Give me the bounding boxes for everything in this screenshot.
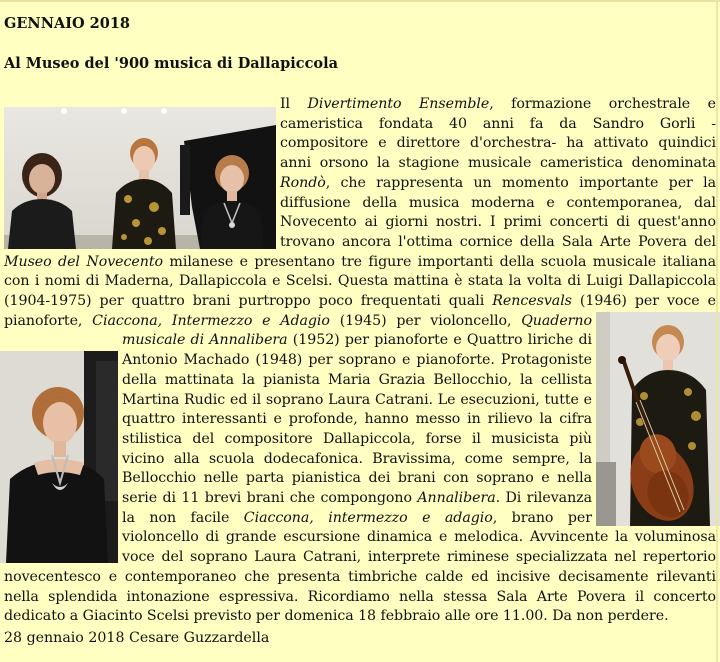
text-run: , che rappresenta un momento importante per la diffusione della musica moderna e contemporanea, dal Novecento ai giorni nostri. I primi concerti di quest'anno trovano ancora l'ottima cornice della Sala Arte Povera del <box>280 174 716 250</box>
text-run: . Di rilevanza la non facile <box>122 490 592 526</box>
text-run: , brano per violoncello di grande escursione dinamica e melodica. Avvincente la voluminosa voce del soprano Laura Catrani, interprete riminese specializzata nel repertorio novecentesco e contemporaneo che presenta timbriche calde ed incisive decisamente rilevanti nella splendida intonazione espressiva. Ricordiamo nella stessa Sala Arte Povera il concerto dedicato a Giacinto Scelsi previsto per domenica 18 febbraio alle ore 11.00. Da non perdere. <box>4 509 716 625</box>
text-run: (1945) per violoncello, <box>329 312 522 329</box>
photo-soprano <box>0 351 118 563</box>
emphasis-museo: Museo del Novecento <box>4 253 163 270</box>
right-rule <box>716 0 718 662</box>
article-body <box>4 95 716 627</box>
emphasis-ciaccona-2: Ciaccona, intermezzo e adagio <box>243 509 493 526</box>
performers-trio-image <box>4 107 276 249</box>
soprano-image <box>0 351 118 563</box>
article-container <box>4 14 716 627</box>
emphasis-rencesvals: Rencesvals <box>492 293 572 310</box>
article-title: Al Museo del '900 musica di Dallapiccola <box>4 55 338 72</box>
text-run: milanese e presentano tre figure importanti della scuola musicale italiana con i nomi di Maderna, Dallapiccola e Scelsi. Questa mattina è stata la volta di Luigi Dallapiccola (1904-1975) per quattro brani purtroppo poco frequentati quali <box>4 253 717 310</box>
emphasis-ensemble: Divertimento Ensemble <box>307 96 490 112</box>
text-run: , formazione orchestrale e cameristica fondata 40 anni fa da Sandro Gorli - compositore e direttore d'orchestra- ha attivato quindici anni orsono la stagione musicale cameristica denominata <box>280 96 716 172</box>
emphasis-rondo: Rondò <box>280 174 326 191</box>
emphasis-ciaccona: Ciaccona, Intermezzo e Adagio <box>92 312 330 329</box>
signature: 28 gennaio 2018 Cesare Guzzardella <box>4 630 270 646</box>
date-heading: GENNAIO 2018 <box>4 15 131 32</box>
emphasis-annalibera: Annalibera <box>417 490 496 507</box>
text-run: (1952) per pianoforte e Quattro liriche di Antonio Machado (1948) per soprano e pianoforte. Protagoniste della mattinata la pianista Maria Grazia Bellocchio, la cellista Martina Rudic ed il soprano Laura Catrani. Le esecuzioni, tutte e quattro interessanti e profonde, hanno messo in rilievo la cifra stilistica del compositore Dallapiccola, forse il musicista più vicino alla scuola dodecafonica. Bravissima, come sempre, la Bellocchio nelle parta pianistica dei brani con soprano e nella serie di 11 brevi brani che compongono <box>122 332 592 507</box>
cellist-image <box>596 312 720 526</box>
photo-cellist <box>596 312 720 526</box>
text-run: (1946) per voce e pianoforte, <box>4 293 717 329</box>
text-run: Il <box>280 96 308 112</box>
top-rule <box>0 0 720 2</box>
photo-three-performers <box>4 107 276 249</box>
emphasis-quaderno: Quaderno musicale di Annalibera <box>122 312 592 349</box>
